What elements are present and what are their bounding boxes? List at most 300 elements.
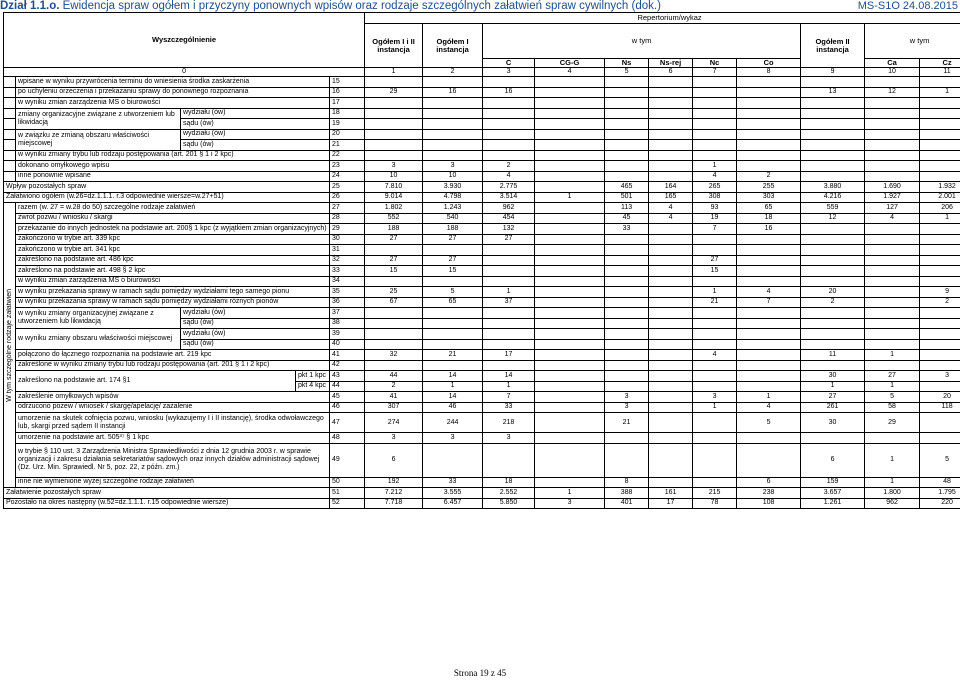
value-cell: 552 — [365, 213, 423, 224]
value-cell — [605, 161, 649, 172]
value-cell — [535, 203, 605, 214]
value-cell: 274 — [365, 413, 423, 433]
value-cell — [649, 234, 693, 245]
col-number: 1 — [365, 68, 423, 77]
value-cell — [423, 245, 483, 256]
value-cell — [920, 171, 960, 182]
value-cell — [801, 140, 865, 151]
value-cell — [535, 381, 605, 392]
row-label: w wyniku zmiany trybu lub rodzaju postępowania (art. 201 § 1 i 2 kpc) — [16, 150, 330, 161]
row-number: 40 — [330, 339, 365, 350]
value-cell: 4 — [483, 171, 535, 182]
value-cell: 27 — [865, 371, 920, 382]
value-cell — [693, 413, 737, 433]
value-cell: 4 — [649, 213, 693, 224]
value-cell: 3 — [423, 161, 483, 172]
value-cell — [535, 287, 605, 298]
value-cell: 12 — [801, 213, 865, 224]
value-cell — [535, 297, 605, 308]
row-number: 25 — [330, 182, 365, 193]
row-number: 18 — [330, 108, 365, 119]
col-number: 6 — [649, 68, 693, 77]
value-cell — [801, 77, 865, 88]
value-cell: 58 — [865, 402, 920, 413]
row-label: w wyniku przekazania sprawy w ramach sądu pomiędzy wydziałami tego samego pionu — [16, 287, 330, 298]
value-cell: 118 — [920, 402, 960, 413]
value-cell: 4 — [865, 213, 920, 224]
table-row — [4, 297, 960, 308]
value-cell: 2.775 — [483, 182, 535, 193]
value-cell — [605, 297, 649, 308]
row-label: razem (w. 27 = w.28 do 50) szczególne rodzaje załatwień — [16, 203, 330, 214]
value-cell — [920, 276, 960, 287]
value-cell — [920, 266, 960, 277]
value-cell: 25 — [365, 287, 423, 298]
sub-label-sad: sądu (ów) — [181, 119, 330, 130]
row-number: 38 — [330, 318, 365, 329]
value-cell — [483, 98, 535, 109]
value-cell: 21 — [423, 350, 483, 361]
value-cell — [535, 150, 605, 161]
value-cell: 15 — [693, 266, 737, 277]
value-cell — [693, 477, 737, 488]
value-cell — [649, 150, 693, 161]
value-cell — [693, 108, 737, 119]
value-cell — [535, 443, 605, 477]
sub-label-sad: sądu (ów) — [181, 140, 330, 151]
value-cell — [535, 360, 605, 371]
value-cell — [423, 443, 483, 477]
group-label-zmiany-org: zmiany organizacyjne związane z utworzeniem lub likwidacją — [16, 108, 181, 129]
header-col-nc: Nc — [693, 59, 737, 68]
table-row — [4, 87, 960, 98]
value-cell: 33 — [423, 477, 483, 488]
value-cell — [801, 98, 865, 109]
header-col-ns: Ns — [605, 59, 649, 68]
row-number: 30 — [330, 234, 365, 245]
row-label: odrzucono pozew / wniosek / skargę/apelację/ zażalenie — [16, 402, 330, 413]
value-cell — [535, 129, 605, 140]
value-cell: 16 — [737, 224, 801, 235]
row-number: 46 — [330, 402, 365, 413]
value-cell — [605, 381, 649, 392]
value-cell: 1.243 — [423, 203, 483, 214]
value-cell — [920, 140, 960, 151]
value-cell — [605, 150, 649, 161]
table-row — [4, 192, 960, 203]
value-cell — [920, 77, 960, 88]
value-cell — [801, 245, 865, 256]
value-cell — [920, 329, 960, 340]
value-cell: 65 — [423, 297, 483, 308]
sub-label-sad: sądu (ów) — [181, 318, 330, 329]
value-cell — [865, 129, 920, 140]
value-cell: 1 — [737, 392, 801, 403]
value-cell — [693, 87, 737, 98]
value-cell — [920, 360, 960, 371]
value-cell: 1.802 — [365, 203, 423, 214]
value-cell — [737, 339, 801, 350]
table-row — [4, 224, 960, 235]
value-cell — [737, 266, 801, 277]
value-cell — [920, 308, 960, 319]
value-cell — [737, 108, 801, 119]
value-cell: 78 — [693, 498, 737, 509]
value-cell — [801, 329, 865, 340]
value-cell — [693, 318, 737, 329]
value-cell: 1.800 — [865, 488, 920, 499]
value-cell — [365, 129, 423, 140]
value-cell — [737, 87, 801, 98]
value-cell: 20 — [801, 287, 865, 298]
value-cell — [605, 108, 649, 119]
value-cell — [605, 87, 649, 98]
value-cell — [365, 308, 423, 319]
value-cell — [737, 318, 801, 329]
value-cell — [920, 129, 960, 140]
value-cell — [605, 140, 649, 151]
value-cell: 3 — [693, 392, 737, 403]
value-cell: 307 — [365, 402, 423, 413]
sub-label-wydzial: wydziału (ów) — [181, 108, 330, 119]
value-cell: 65 — [737, 203, 801, 214]
value-cell — [649, 245, 693, 256]
header-w-tym: w tym — [483, 24, 801, 59]
row-label: połączono do łącznego rozpoznania na podstawie art. 219 kpc — [16, 350, 330, 361]
value-cell: 4 — [649, 203, 693, 214]
value-cell — [801, 276, 865, 287]
row-number: 51 — [330, 488, 365, 499]
value-cell: 1 — [801, 381, 865, 392]
value-cell — [693, 140, 737, 151]
value-cell: 3 — [365, 161, 423, 172]
value-cell — [535, 266, 605, 277]
table-row — [4, 108, 960, 119]
value-cell: 30 — [801, 371, 865, 382]
value-cell — [920, 433, 960, 444]
value-cell — [605, 443, 649, 477]
value-cell — [483, 276, 535, 287]
value-cell — [865, 308, 920, 319]
value-cell — [737, 276, 801, 287]
value-cell — [423, 318, 483, 329]
value-cell — [737, 360, 801, 371]
row-number: 19 — [330, 119, 365, 130]
value-cell — [365, 98, 423, 109]
value-cell — [920, 255, 960, 266]
table-row — [4, 161, 960, 172]
value-cell — [801, 360, 865, 371]
value-cell: 1 — [423, 381, 483, 392]
value-cell: 9 — [920, 287, 960, 298]
value-cell: 5 — [737, 413, 801, 433]
value-cell — [605, 77, 649, 88]
value-cell — [649, 87, 693, 98]
row-number: 31 — [330, 245, 365, 256]
value-cell: 501 — [605, 192, 649, 203]
value-cell: 1 — [693, 402, 737, 413]
col-number: 7 — [693, 68, 737, 77]
value-cell — [865, 433, 920, 444]
value-cell: 29 — [365, 87, 423, 98]
value-cell: 27 — [365, 234, 423, 245]
value-cell: 159 — [801, 477, 865, 488]
value-cell — [423, 129, 483, 140]
value-cell — [920, 245, 960, 256]
table-row — [4, 234, 960, 245]
value-cell — [535, 98, 605, 109]
sub-label-pkt1: pkt 1 kpc — [296, 371, 330, 382]
value-cell — [649, 98, 693, 109]
value-cell — [920, 318, 960, 329]
value-cell — [737, 308, 801, 319]
table-row — [4, 77, 960, 88]
value-cell — [365, 150, 423, 161]
value-cell: 244 — [423, 413, 483, 433]
value-cell — [365, 245, 423, 256]
value-cell — [865, 287, 920, 298]
value-cell: 13 — [801, 87, 865, 98]
value-cell — [605, 255, 649, 266]
row-label: Załatwiono ogółem (w.26=dz.1.1.1. r.3 odpowiednie wiersze=w.27+51) — [4, 192, 330, 203]
value-cell — [605, 287, 649, 298]
table-row — [4, 129, 960, 140]
table-row — [4, 203, 960, 214]
value-cell — [649, 329, 693, 340]
value-cell: 4 — [737, 287, 801, 298]
value-cell: 7 — [693, 224, 737, 235]
row-number: 39 — [330, 329, 365, 340]
value-cell: 3.514 — [483, 192, 535, 203]
value-cell — [737, 371, 801, 382]
table-row — [4, 413, 960, 433]
row-number: 21 — [330, 140, 365, 151]
value-cell: 5 — [865, 392, 920, 403]
value-cell — [483, 129, 535, 140]
value-cell — [535, 402, 605, 413]
section-title: Ewidencja spraw ogółem i przyczyny ponownych wpisów oraz rodzaje szczególnych załatwień spraw cywilnych (dok.) — [62, 0, 661, 12]
row-number: 44 — [330, 381, 365, 392]
row-label: w wyniku zmian zarządzenia MS o biurowości — [16, 98, 330, 109]
value-cell — [535, 140, 605, 151]
sub-label-sad: sądu (ów) — [181, 339, 330, 350]
value-cell: 1 — [483, 381, 535, 392]
value-cell — [649, 119, 693, 130]
value-cell: 41 — [365, 392, 423, 403]
value-cell: 32 — [365, 350, 423, 361]
value-cell — [535, 171, 605, 182]
value-cell — [365, 318, 423, 329]
value-cell: 303 — [737, 192, 801, 203]
value-cell — [865, 119, 920, 130]
row-number: 50 — [330, 477, 365, 488]
value-cell — [365, 360, 423, 371]
table-row — [4, 498, 960, 509]
row-number: 20 — [330, 129, 365, 140]
value-cell — [483, 119, 535, 130]
value-cell — [801, 129, 865, 140]
value-cell — [693, 308, 737, 319]
value-cell: 220 — [920, 498, 960, 509]
value-cell: 33 — [605, 224, 649, 235]
value-cell — [535, 255, 605, 266]
value-cell — [605, 119, 649, 130]
value-cell — [365, 77, 423, 88]
value-cell: 4 — [693, 171, 737, 182]
value-cell — [535, 213, 605, 224]
value-cell: 10 — [423, 171, 483, 182]
sub-label-wydzial: wydziału (ów) — [181, 308, 330, 319]
value-cell: 5 — [920, 443, 960, 477]
value-cell: 3 — [605, 392, 649, 403]
value-cell — [649, 77, 693, 88]
header-col-cgg: CG-G — [535, 59, 605, 68]
value-cell — [535, 77, 605, 88]
row-number: 42 — [330, 360, 365, 371]
col-number-0: 0 — [4, 68, 365, 77]
value-cell: 7.810 — [365, 182, 423, 193]
value-cell — [649, 392, 693, 403]
value-cell — [920, 224, 960, 235]
value-cell — [605, 234, 649, 245]
value-cell — [605, 266, 649, 277]
header-col-co: Co — [737, 59, 801, 68]
group-label-zmiana-obszaru: w związku ze zmianą obszaru właściwości miejscowej — [16, 129, 181, 150]
value-cell — [483, 443, 535, 477]
value-cell — [865, 276, 920, 287]
sub-label-pkt4: pkt 4 kpc — [296, 381, 330, 392]
value-cell: 188 — [365, 224, 423, 235]
value-cell — [737, 234, 801, 245]
group-label-zmiana-obszaru-2: w wyniku zmiany obszaru właściwości miejscowej — [16, 329, 181, 350]
value-cell — [649, 443, 693, 477]
value-cell — [605, 308, 649, 319]
value-cell — [865, 140, 920, 151]
row-label: Pozostało na okres następny (w.52=dz.1.1.1. r.15 odpowiednie wiersze) — [4, 498, 330, 509]
table-row — [4, 182, 960, 193]
value-cell — [693, 381, 737, 392]
group-label-zmiany-org-2: w wyniku zmiany organizacyjnej związane z utworzeniem lub likwidacją — [16, 308, 181, 329]
value-cell — [693, 329, 737, 340]
value-cell — [535, 371, 605, 382]
row-label: zakreślono na podstawie art. 486 kpc — [16, 255, 330, 266]
header-col-cz: Cz — [920, 59, 960, 68]
value-cell — [865, 245, 920, 256]
value-cell: 3 — [605, 402, 649, 413]
row-number: 41 — [330, 350, 365, 361]
table-row — [4, 287, 960, 298]
value-cell: 1 — [865, 477, 920, 488]
value-cell: 2 — [365, 381, 423, 392]
value-cell — [649, 266, 693, 277]
value-cell: 2.552 — [483, 488, 535, 499]
value-cell — [920, 98, 960, 109]
col-number: 5 — [605, 68, 649, 77]
value-cell — [865, 98, 920, 109]
value-cell: 3 — [365, 433, 423, 444]
value-cell — [865, 360, 920, 371]
value-cell — [920, 119, 960, 130]
value-cell: 48 — [920, 477, 960, 488]
value-cell — [649, 402, 693, 413]
value-cell: 1 — [483, 287, 535, 298]
value-cell: 27 — [483, 234, 535, 245]
value-cell — [535, 318, 605, 329]
row-number: 26 — [330, 192, 365, 203]
value-cell: 188 — [423, 224, 483, 235]
value-cell — [865, 297, 920, 308]
value-cell: 27 — [801, 392, 865, 403]
value-cell — [365, 339, 423, 350]
value-cell: 540 — [423, 213, 483, 224]
value-cell: 27 — [423, 255, 483, 266]
value-cell — [649, 287, 693, 298]
value-cell — [801, 433, 865, 444]
value-cell: 6 — [365, 443, 423, 477]
value-cell: 132 — [483, 224, 535, 235]
table-row — [4, 276, 960, 287]
value-cell — [365, 119, 423, 130]
table-row — [4, 266, 960, 277]
value-cell — [605, 371, 649, 382]
value-cell — [920, 108, 960, 119]
value-cell: 4.798 — [423, 192, 483, 203]
value-cell: 21 — [693, 297, 737, 308]
value-cell: 1 — [920, 213, 960, 224]
value-cell: 9.014 — [365, 192, 423, 203]
row-label: zakreślenie omyłkowych wpisów — [16, 392, 330, 403]
value-cell — [865, 150, 920, 161]
header-w-tym-2: w tym — [865, 24, 960, 59]
value-cell: 67 — [365, 297, 423, 308]
value-cell — [865, 161, 920, 172]
value-cell: 17 — [649, 498, 693, 509]
value-cell — [865, 108, 920, 119]
value-cell: 3 — [423, 433, 483, 444]
value-cell: 14 — [423, 392, 483, 403]
value-cell — [605, 276, 649, 287]
value-cell: 29 — [865, 413, 920, 433]
value-cell: 15 — [365, 266, 423, 277]
section-number: Dział 1.1.o. — [0, 0, 60, 12]
row-number: 29 — [330, 224, 365, 235]
value-cell — [605, 318, 649, 329]
row-label: zakreślone w wyniku zmiany trybu lub rodzaju postępowania (art. 201 § 1 i 2 kpc) — [16, 360, 330, 371]
value-cell — [693, 443, 737, 477]
value-cell — [423, 77, 483, 88]
value-cell — [649, 477, 693, 488]
value-cell: 1 — [693, 161, 737, 172]
value-cell — [693, 77, 737, 88]
value-cell: 3.657 — [801, 488, 865, 499]
value-cell: 14 — [483, 371, 535, 382]
value-cell: 5.850 — [483, 498, 535, 509]
value-cell — [801, 161, 865, 172]
value-cell — [605, 98, 649, 109]
row-number: 52 — [330, 498, 365, 509]
value-cell: 6 — [801, 443, 865, 477]
value-cell — [423, 98, 483, 109]
value-cell — [649, 371, 693, 382]
value-cell — [365, 329, 423, 340]
value-cell: 161 — [649, 488, 693, 499]
value-cell: 2 — [483, 161, 535, 172]
value-cell — [605, 350, 649, 361]
row-number: 33 — [330, 266, 365, 277]
table-row — [4, 213, 960, 224]
value-cell — [801, 266, 865, 277]
table-row — [4, 350, 960, 361]
